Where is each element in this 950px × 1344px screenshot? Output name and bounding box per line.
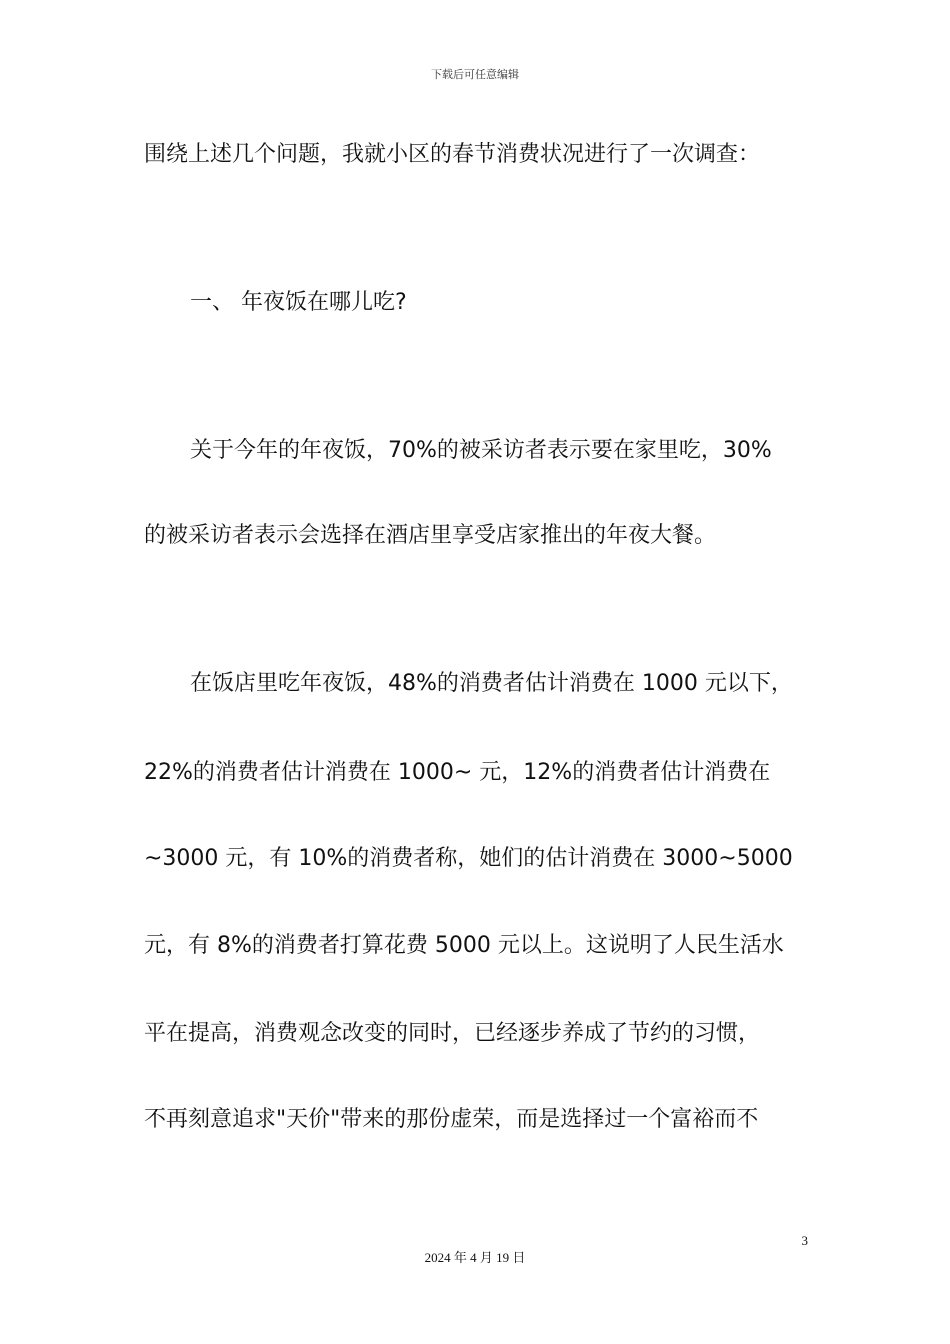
paragraph-line: 元，有 8%的消费者打算花费 5000 元以上。这说明了人民生活水 (144, 933, 784, 958)
paragraph-line: 不再刻意追求"天价"带来的那份虚荣，而是选择过一个富裕而不 (144, 1107, 759, 1132)
paragraph-line: 22%的消费者估计消费在 1000~ 元，12%的消费者估计消费在 (144, 760, 771, 785)
paragraph-line: 在饭店里吃年夜饭，48%的消费者估计消费在 1000 元以下， (190, 671, 793, 696)
page-header-note: 下载后可任意编辑 (431, 68, 519, 81)
footer-date: 2024 年 4 月 19 日 (424, 1250, 526, 1265)
page-number: 3 (801, 1233, 808, 1248)
paragraph-line: 的被采访者表示会选择在酒店里享受店家推出的年夜大餐。 (144, 523, 717, 548)
paragraph-line: ~3000 元，有 10%的消费者称，她们的估计消费在 3000~5000 (144, 846, 793, 871)
intro-paragraph: 围绕上述几个问题，我就小区的春节消费状况进行了一次调查： (144, 142, 761, 167)
paragraph-line: 平在提高，消费观念改变的同时，已经逐步养成了节约的习惯， (144, 1021, 761, 1046)
section-heading: 一、 年夜饭在哪儿吃? (190, 290, 407, 315)
paragraph-line: 关于今年的年夜饭，70%的被采访者表示要在家里吃，30% (190, 438, 772, 463)
